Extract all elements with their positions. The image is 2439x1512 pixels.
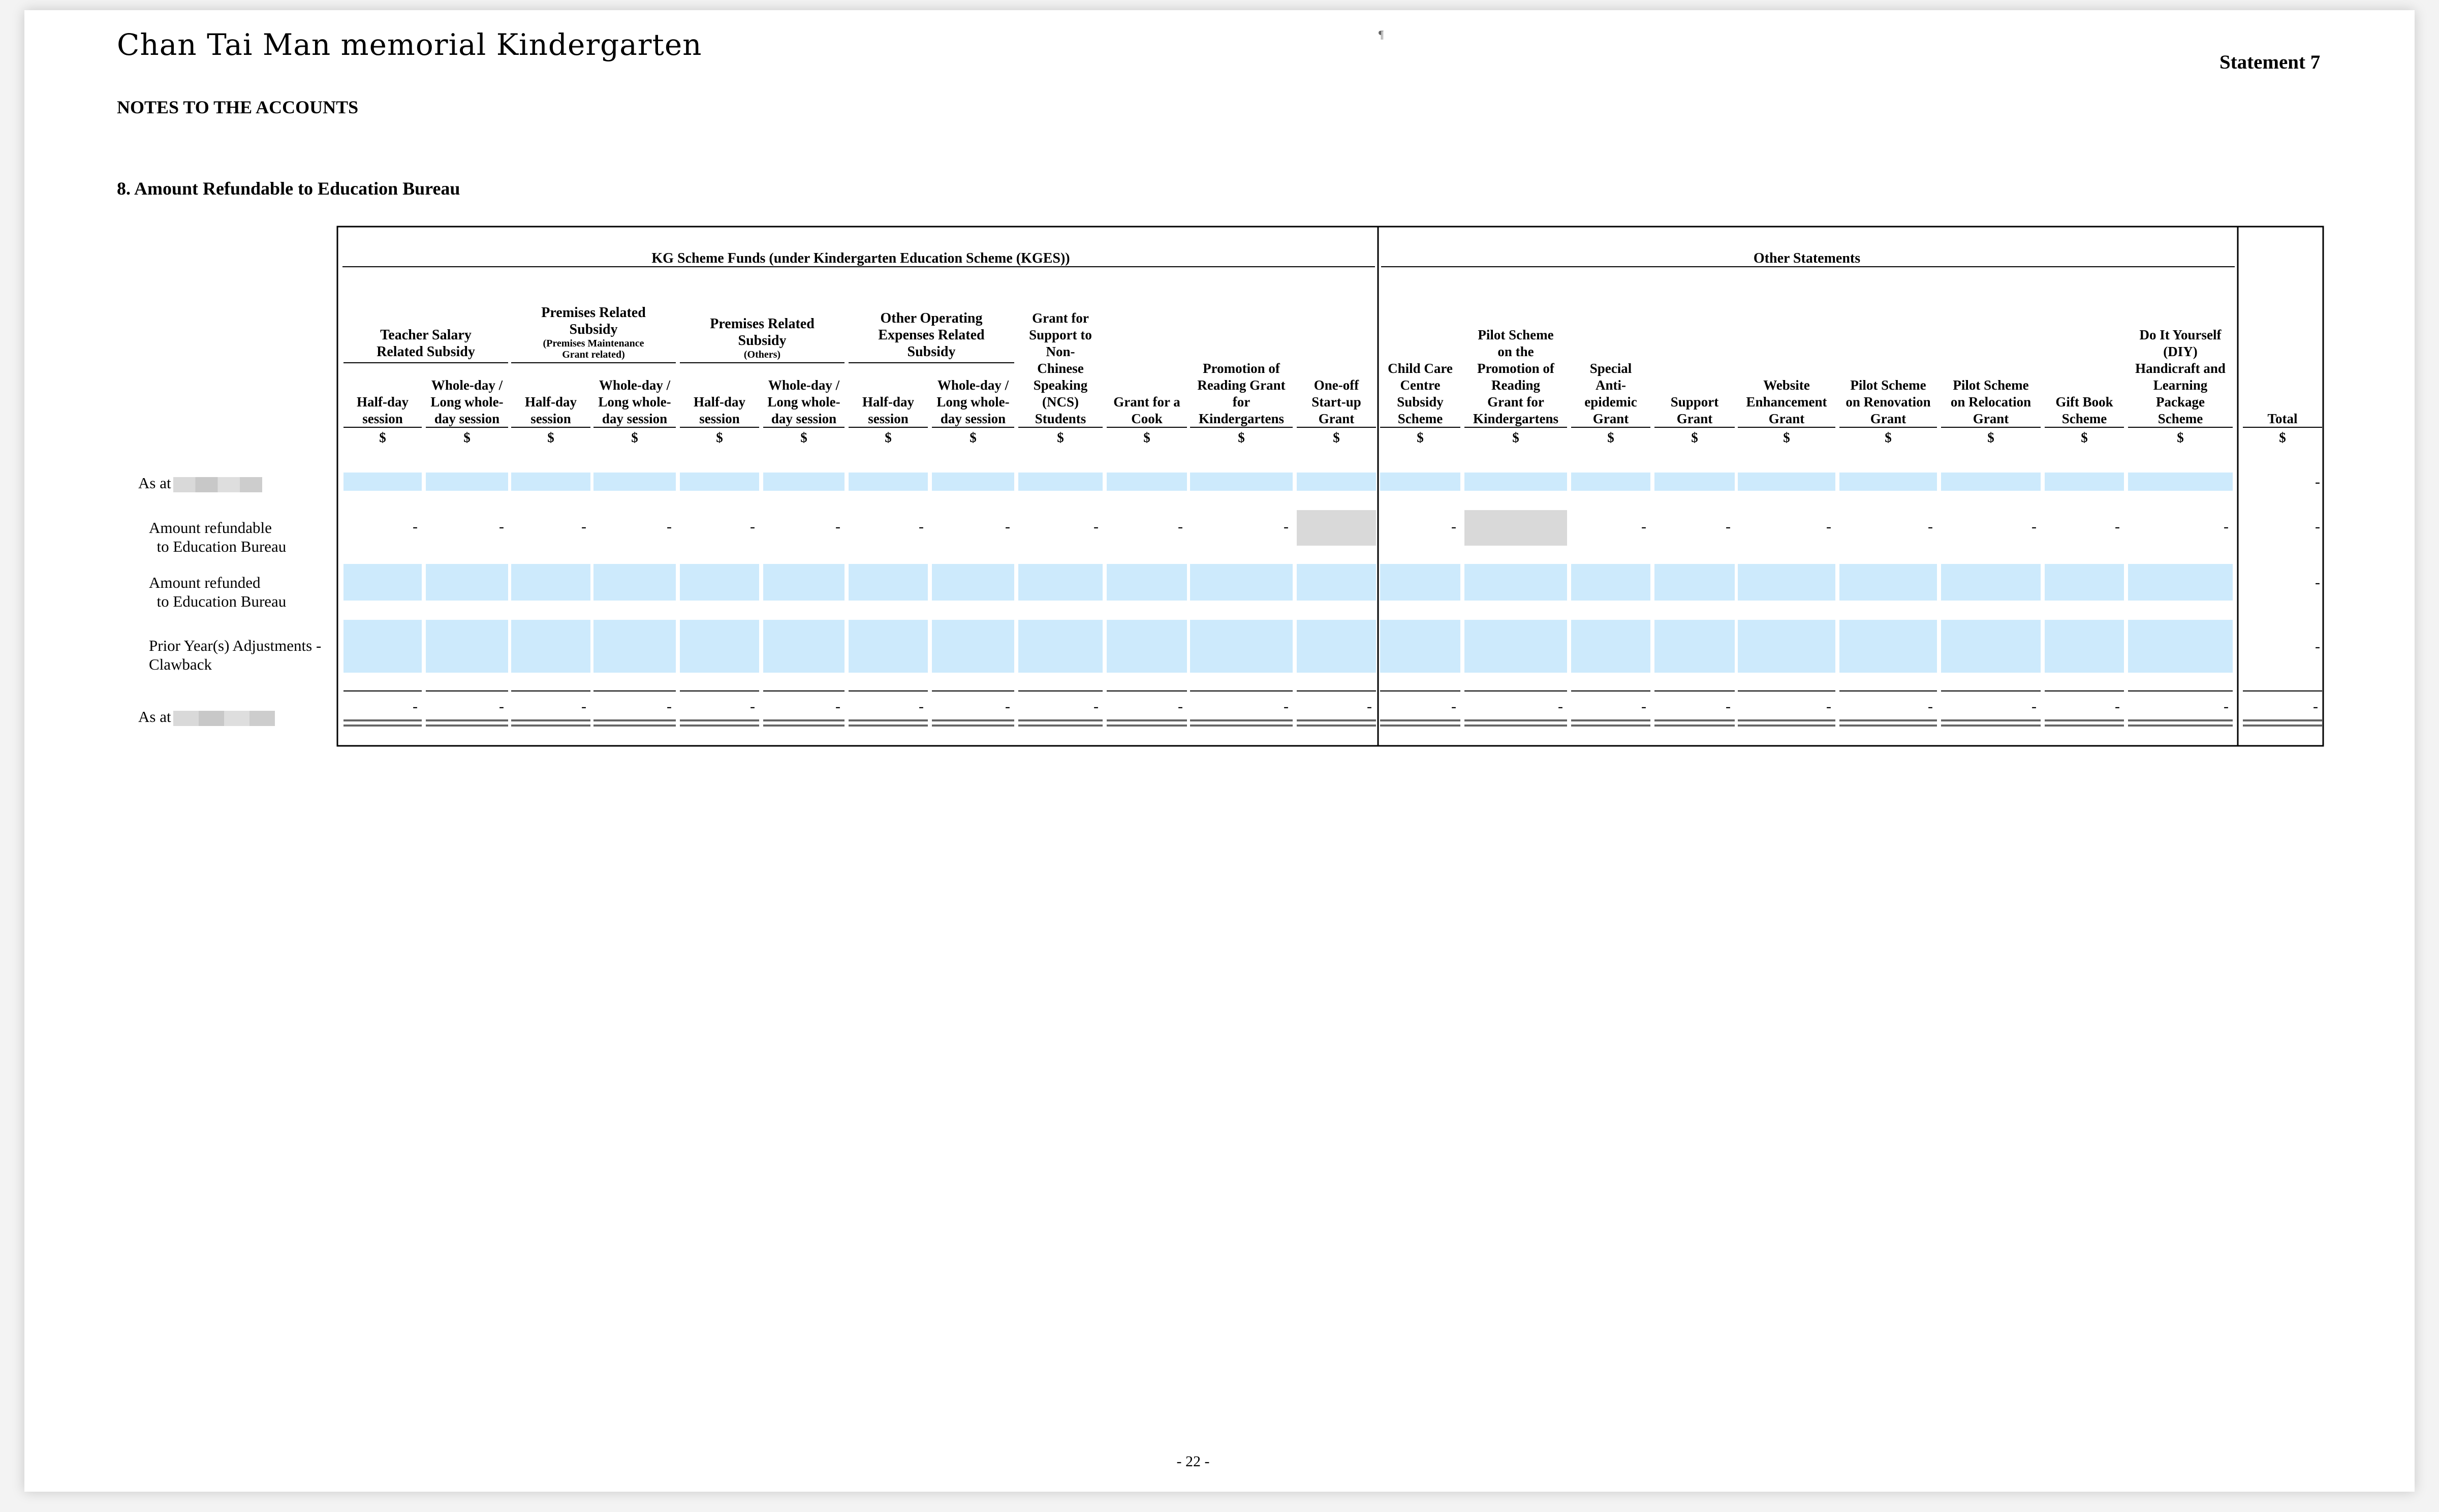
input-cell-prior-year-anti-epidemic-grant <box>1571 620 1650 673</box>
col-header-premises-others-whole-day: day session <box>771 411 837 426</box>
currency-total: $ <box>2279 430 2286 445</box>
col-header-diy-package-scheme: Package <box>2156 394 2205 410</box>
prior-year-line-2: Clawback <box>149 655 212 673</box>
col-header-ncs-grant: (NCS) <box>1042 394 1079 410</box>
col-header-startup-grant: Grant <box>1318 411 1355 426</box>
currency-diy-package-scheme: $ <box>2177 430 2184 445</box>
col-header-premises-maint-whole-day: Long whole- <box>598 394 671 410</box>
col-header-ncs-grant: Students <box>1035 411 1086 426</box>
input-cell-prior-year-other-operating-half-day <box>849 620 928 673</box>
input-cell-refunded-premises-maint-half-day <box>511 564 590 601</box>
input-cell-refunded-premises-others-whole-day <box>763 564 845 601</box>
col-header-pilot-reading-grant: Promotion of <box>1477 361 1554 376</box>
col-header-diy-package-scheme: Handicraft and <box>2135 361 2226 376</box>
col-header-renovation-grant: on Renovation <box>1846 394 1931 410</box>
subgroup-other-operating-line: Subsidy <box>907 344 956 360</box>
subgroup-premises-maintenance-line: Premises Related <box>541 305 646 321</box>
value-as-at-close-anti-epidemic-grant: - <box>1641 698 1646 715</box>
col-header-teacher-salary-whole-day: Whole-day / <box>431 377 503 393</box>
col-header-premises-maint-whole-day: Whole-day / <box>599 377 671 393</box>
input-cell-as-at-open-pilot-reading-grant <box>1464 472 1567 491</box>
col-header-premises-others-whole-day: Whole-day / <box>768 377 840 393</box>
value-refundable-premises-others-half-day: - <box>750 518 755 535</box>
col-header-child-care-subsidy: Scheme <box>1397 411 1443 426</box>
input-cell-as-at-open-premises-maint-half-day <box>511 472 590 491</box>
value-refundable-renovation-grant: - <box>1928 518 1933 535</box>
input-cell-as-at-open-other-operating-half-day <box>849 472 928 491</box>
input-cell-prior-year-pilot-reading-grant <box>1464 620 1567 673</box>
currency-relocation-grant: $ <box>1987 430 1994 445</box>
group-header-kg: KG Scheme Funds (under Kindergarten Education Scheme (KGES)) <box>651 250 1070 266</box>
input-cell-prior-year-cook-grant <box>1107 620 1187 673</box>
input-cell-prior-year-teacher-salary-half-day <box>343 620 422 673</box>
value-as-at-close-gift-book-scheme: - <box>2115 698 2120 715</box>
col-header-ncs-grant: Chinese <box>1037 361 1084 376</box>
input-cell-prior-year-startup-grant <box>1297 620 1376 673</box>
refunded-line-2: to Education Bureau <box>149 592 287 610</box>
col-header-pilot-reading-grant: Pilot Scheme <box>1478 327 1554 342</box>
input-cell-as-at-open-startup-grant <box>1297 472 1376 491</box>
col-header-other-operating-whole-day: Whole-day / <box>937 377 1009 393</box>
value-as-at-close-total: - <box>2313 698 2318 715</box>
col-header-premises-maint-whole-day: day session <box>602 411 668 426</box>
currency-teacher-salary-half-day: $ <box>379 430 386 445</box>
input-cell-refunded-cook-grant <box>1107 564 1187 601</box>
col-header-renovation-grant: Grant <box>1870 411 1906 426</box>
currency-premises-maint-half-day: $ <box>547 430 554 445</box>
value-as-at-close-support-grant: - <box>1726 698 1731 715</box>
col-header-premises-others-half-day: Half-day <box>693 394 746 410</box>
currency-website-grant: $ <box>1783 430 1790 445</box>
refundable-line-2: to Education Bureau <box>149 538 287 555</box>
col-header-teacher-salary-whole-day: day session <box>434 411 500 426</box>
currency-other-operating-whole-day: $ <box>970 430 977 445</box>
total-refunded: - <box>2315 574 2320 591</box>
input-cell-as-at-open-relocation-grant <box>1941 472 2041 491</box>
as-at-close-text: As at <box>138 708 171 726</box>
value-refundable-child-care-subsidy: - <box>1451 518 1456 535</box>
value-as-at-close-ncs-grant: - <box>1093 698 1099 715</box>
col-header-premises-others-whole-day: Long whole- <box>767 394 840 410</box>
subgroup-premises-maintenance-subline: (Premises Maintenance <box>543 338 644 349</box>
total-refundable: - <box>2315 518 2320 535</box>
subgroup-premises-others-subline: (Others) <box>743 349 781 360</box>
currency-other-operating-half-day: $ <box>885 430 892 445</box>
total-prior-year: - <box>2315 638 2320 655</box>
subgroup-premises-maintenance-line: Subsidy <box>569 322 618 337</box>
input-cell-as-at-open-gift-book-scheme <box>2045 472 2124 491</box>
currency-pilot-reading-grant: $ <box>1512 430 1519 445</box>
pilcrow-mark: ¶ <box>1379 28 1384 41</box>
col-header-gift-book-scheme: Scheme <box>2061 411 2107 426</box>
currency-reading-grant: $ <box>1238 430 1245 445</box>
refundable-line-1: Amount refundable <box>149 519 272 537</box>
value-refundable-reading-grant: - <box>1284 518 1289 535</box>
value-as-at-close-premises-maint-whole-day: - <box>667 698 672 715</box>
input-cell-prior-year-support-grant <box>1654 620 1735 673</box>
value-refundable-gift-book-scheme: - <box>2115 518 2120 535</box>
input-cell-prior-year-diy-package-scheme <box>2128 620 2233 673</box>
col-header-cook-grant: Grant for a <box>1113 394 1180 410</box>
col-header-teacher-salary-half-day: session <box>362 411 403 426</box>
input-cell-prior-year-premises-others-whole-day <box>763 620 845 673</box>
input-cell-as-at-open-website-grant <box>1738 472 1835 491</box>
col-header-relocation-grant: Grant <box>1973 411 2009 426</box>
value-refundable-ncs-grant: - <box>1093 518 1099 535</box>
currency-renovation-grant: $ <box>1885 430 1892 445</box>
col-header-anti-epidemic-grant: Anti- <box>1596 377 1626 393</box>
col-header-premises-maint-half-day: Half-day <box>524 394 577 410</box>
subgroup-premises-others-line: Premises Related <box>710 316 815 332</box>
input-cell-as-at-open-cook-grant <box>1107 472 1187 491</box>
value-refundable-premises-maint-half-day: - <box>581 518 586 535</box>
as-at-open-text: As at <box>138 474 171 492</box>
input-cell-refunded-support-grant <box>1654 564 1735 601</box>
currency-startup-grant: $ <box>1333 430 1340 445</box>
value-as-at-close-teacher-salary-half-day: - <box>413 698 418 715</box>
value-refundable-other-operating-half-day: - <box>919 518 924 535</box>
value-refundable-diy-package-scheme: - <box>2224 518 2229 535</box>
input-cell-as-at-open-premises-maint-whole-day <box>593 472 676 491</box>
value-refundable-anti-epidemic-grant: - <box>1641 518 1646 535</box>
group-header-other: Other Statements <box>1753 250 1861 266</box>
value-refundable-other-operating-whole-day: - <box>1005 518 1010 535</box>
input-cell-as-at-open-premises-others-half-day <box>680 472 759 491</box>
col-header-anti-epidemic-grant: Special <box>1589 361 1632 376</box>
value-refundable-cook-grant: - <box>1178 518 1183 535</box>
input-cell-prior-year-premises-others-half-day <box>680 620 759 673</box>
input-cell-as-at-open-teacher-salary-whole-day <box>426 472 508 491</box>
col-header-startup-grant: One-off <box>1314 377 1359 393</box>
col-header-reading-grant: Promotion of <box>1203 361 1280 376</box>
input-cell-prior-year-premises-maint-whole-day <box>593 620 676 673</box>
subgroup-other-operating-line: Other Operating <box>880 310 983 326</box>
value-as-at-close-teacher-salary-whole-day: - <box>499 698 504 715</box>
input-cell-prior-year-website-grant <box>1738 620 1835 673</box>
input-cell-as-at-open-renovation-grant <box>1839 472 1937 491</box>
col-header-other-operating-whole-day: day session <box>940 411 1006 426</box>
value-as-at-close-reading-grant: - <box>1284 698 1289 715</box>
col-header-support-grant: Grant <box>1676 411 1713 426</box>
value-refundable-teacher-salary-whole-day: - <box>499 518 504 535</box>
col-header-diy-package-scheme: Scheme <box>2157 411 2203 426</box>
input-cell-refunded-website-grant <box>1738 564 1835 601</box>
input-cell-as-at-open-child-care-subsidy <box>1380 472 1460 491</box>
value-refundable-teacher-salary-half-day: - <box>413 518 418 535</box>
notes-title: NOTES TO THE ACCOUNTS <box>117 97 359 117</box>
col-header-reading-grant: Kindergartens <box>1199 411 1284 426</box>
input-cell-refunded-diy-package-scheme <box>2128 564 2233 601</box>
col-header-gift-book-scheme: Gift Book <box>2055 394 2113 410</box>
col-header-website-grant: Grant <box>1768 411 1805 426</box>
input-cell-as-at-open-diy-package-scheme <box>2128 472 2233 491</box>
input-cell-refunded-relocation-grant <box>1941 564 2041 601</box>
value-as-at-close-diy-package-scheme: - <box>2224 698 2229 715</box>
col-header-website-grant: Website <box>1763 377 1810 393</box>
school-name: Chan Tai Man memorial Kindergarten <box>117 27 702 62</box>
input-cell-as-at-open-teacher-salary-half-day <box>343 472 422 491</box>
subgroup-teacher-salary-line: Related Subsidy <box>377 344 475 360</box>
value-refundable-support-grant: - <box>1726 518 1731 535</box>
col-header-reading-grant: for <box>1232 394 1250 410</box>
col-header-child-care-subsidy: Centre <box>1400 377 1441 393</box>
col-header-support-grant: Support <box>1670 394 1719 410</box>
input-cell-refunded-premises-others-half-day <box>680 564 759 601</box>
col-header-renovation-grant: Pilot Scheme <box>1850 377 1926 393</box>
col-header-other-operating-half-day: Half-day <box>862 394 915 410</box>
input-cell-refunded-gift-book-scheme <box>2045 564 2124 601</box>
currency-gift-book-scheme: $ <box>2081 430 2088 445</box>
col-header-premises-others-half-day: session <box>699 411 740 426</box>
refunded-line-1: Amount refunded <box>149 574 261 591</box>
input-cell-prior-year-teacher-salary-whole-day <box>426 620 508 673</box>
input-cell-prior-year-ncs-grant <box>1018 620 1103 673</box>
section-title: 8. Amount Refundable to Education Bureau <box>117 178 460 199</box>
input-cell-as-at-open-reading-grant <box>1190 472 1293 491</box>
input-cell-as-at-open-support-grant <box>1654 472 1735 491</box>
currency-ncs-grant: $ <box>1057 430 1064 445</box>
col-header-other-operating-half-day: session <box>868 411 909 426</box>
col-header-child-care-subsidy: Child Care <box>1388 361 1453 376</box>
input-cell-as-at-open-anti-epidemic-grant <box>1571 472 1650 491</box>
input-cell-refunded-pilot-reading-grant <box>1464 564 1567 601</box>
value-as-at-close-child-care-subsidy: - <box>1451 698 1456 715</box>
input-cell-prior-year-gift-book-scheme <box>2045 620 2124 673</box>
disabled-cell-refundable-pilot-reading-grant <box>1464 510 1567 546</box>
value-refundable-premises-maint-whole-day: - <box>667 518 672 535</box>
value-as-at-close-other-operating-half-day: - <box>919 698 924 715</box>
input-cell-refunded-premises-maint-whole-day <box>593 564 676 601</box>
currency-child-care-subsidy: $ <box>1417 430 1424 445</box>
input-cell-prior-year-child-care-subsidy <box>1380 620 1460 673</box>
input-cell-as-at-open-premises-others-whole-day <box>763 472 845 491</box>
value-refundable-website-grant: - <box>1826 518 1831 535</box>
input-cell-refunded-teacher-salary-whole-day <box>426 564 508 601</box>
currency-premises-maint-whole-day: $ <box>631 430 638 445</box>
col-header-teacher-salary-whole-day: Long whole- <box>430 394 504 410</box>
input-cell-refunded-other-operating-whole-day <box>932 564 1014 601</box>
value-as-at-close-premises-maint-half-day: - <box>581 698 586 715</box>
currency-premises-others-half-day: $ <box>716 430 723 445</box>
input-cell-prior-year-reading-grant <box>1190 620 1293 673</box>
currency-support-grant: $ <box>1691 430 1698 445</box>
subgroup-premises-others-line: Subsidy <box>738 333 787 349</box>
total-as-at-open: - <box>2315 474 2320 490</box>
currency-anti-epidemic-grant: $ <box>1607 430 1614 445</box>
col-header-teacher-salary-half-day: Half-day <box>356 394 409 410</box>
col-header-pilot-reading-grant: Grant for <box>1487 394 1544 410</box>
input-cell-refunded-renovation-grant <box>1839 564 1937 601</box>
col-header-other-operating-whole-day: Long whole- <box>936 394 1010 410</box>
col-header-ncs-grant: Support to <box>1029 327 1092 342</box>
value-as-at-close-startup-grant: - <box>1367 698 1372 715</box>
col-header-reading-grant: Reading Grant <box>1197 377 1286 393</box>
value-as-at-close-pilot-reading-grant: - <box>1558 698 1563 715</box>
input-cell-as-at-open-ncs-grant <box>1018 472 1103 491</box>
col-header-pilot-reading-grant: on the <box>1497 344 1534 359</box>
col-header-anti-epidemic-grant: Grant <box>1592 411 1629 426</box>
input-cell-refunded-other-operating-half-day <box>849 564 928 601</box>
col-header-total: Total <box>2267 411 2298 426</box>
value-as-at-close-renovation-grant: - <box>1928 698 1933 715</box>
input-cell-refunded-startup-grant <box>1297 564 1376 601</box>
disabled-cell-refundable-startup-grant <box>1297 510 1376 546</box>
value-as-at-close-website-grant: - <box>1826 698 1831 715</box>
input-cell-refunded-anti-epidemic-grant <box>1571 564 1650 601</box>
col-header-ncs-grant: Non- <box>1046 344 1075 359</box>
col-header-pilot-reading-grant: Reading <box>1491 377 1541 393</box>
input-cell-refunded-ncs-grant <box>1018 564 1103 601</box>
col-header-ncs-grant: Speaking <box>1033 377 1088 393</box>
input-cell-refunded-child-care-subsidy <box>1380 564 1460 601</box>
page-number: - 22 - <box>1176 1453 1210 1470</box>
col-header-relocation-grant: on Relocation <box>1950 394 2031 410</box>
input-cell-prior-year-renovation-grant <box>1839 620 1937 673</box>
subgroup-other-operating-line: Expenses Related <box>878 327 985 343</box>
value-refundable-premises-others-whole-day: - <box>835 518 840 535</box>
currency-teacher-salary-whole-day: $ <box>463 430 471 445</box>
value-as-at-close-relocation-grant: - <box>2031 698 2037 715</box>
input-cell-prior-year-other-operating-whole-day <box>932 620 1014 673</box>
value-as-at-close-premises-others-half-day: - <box>750 698 755 715</box>
col-header-diy-package-scheme: (DIY) <box>2163 344 2198 359</box>
col-header-startup-grant: Start-up <box>1311 394 1361 410</box>
value-as-at-close-cook-grant: - <box>1178 698 1183 715</box>
input-cell-prior-year-relocation-grant <box>1941 620 2041 673</box>
currency-premises-others-whole-day: $ <box>800 430 807 445</box>
col-header-relocation-grant: Pilot Scheme <box>1953 377 2029 393</box>
col-header-diy-package-scheme: Learning <box>2153 377 2208 393</box>
input-cell-refunded-teacher-salary-half-day <box>343 564 422 601</box>
value-as-at-close-other-operating-whole-day: - <box>1005 698 1010 715</box>
value-refundable-relocation-grant: - <box>2031 518 2037 535</box>
value-as-at-close-premises-others-whole-day: - <box>835 698 840 715</box>
input-cell-as-at-open-other-operating-whole-day <box>932 472 1014 491</box>
col-header-premises-maint-half-day: session <box>530 411 571 426</box>
col-header-website-grant: Enhancement <box>1746 394 1827 410</box>
col-header-pilot-reading-grant: Kindergartens <box>1473 411 1558 426</box>
subgroup-teacher-salary-line: Teacher Salary <box>380 327 472 343</box>
statement-number: Statement 7 <box>2219 51 2321 73</box>
currency-cook-grant: $ <box>1143 430 1150 445</box>
input-cell-prior-year-premises-maint-half-day <box>511 620 590 673</box>
col-header-diy-package-scheme: Do It Yourself <box>2139 327 2222 342</box>
prior-year-line-1: Prior Year(s) Adjustments - <box>149 637 322 654</box>
col-header-ncs-grant: Grant for <box>1032 310 1089 326</box>
subgroup-premises-maintenance-subline: Grant related) <box>562 349 625 360</box>
input-cell-refunded-reading-grant <box>1190 564 1293 601</box>
col-header-cook-grant: Cook <box>1131 411 1163 426</box>
col-header-child-care-subsidy: Subsidy <box>1397 394 1444 410</box>
col-header-anti-epidemic-grant: epidemic <box>1584 394 1637 410</box>
